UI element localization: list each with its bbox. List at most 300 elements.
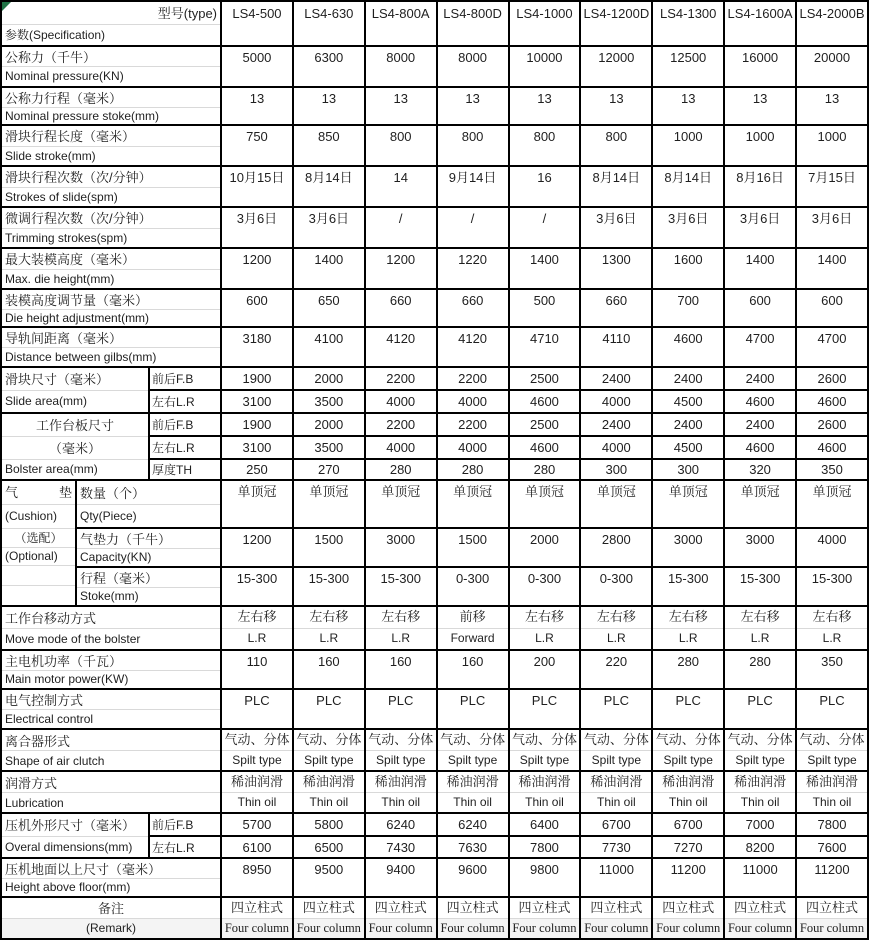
value-cell: 左右移 [365,606,437,628]
value-cell: 1900 [221,413,293,436]
model-header: LS4-630 [293,1,365,46]
value-cell: 10月15日 [221,166,293,207]
value-cell: 8月16日 [724,166,796,207]
value-cell: 9月14日 [437,166,509,207]
value-cell: 8月14日 [293,166,365,207]
value-cell: 2200 [365,413,437,436]
value-cell: Thin oil [509,793,581,814]
value-cell: Spilt type [365,751,437,772]
value-cell: Thin oil [293,793,365,814]
row-label-zh: 滑块行程长度（毫米） [1,125,221,146]
value-cell: 7800 [509,836,581,858]
value-cell: 1600 [652,248,724,289]
value-cell: 9600 [437,858,509,897]
value-cell: 左右移 [796,606,868,628]
value-cell: 4000 [365,436,437,459]
value-cell: 2400 [580,367,652,390]
value-cell: 600 [221,289,293,327]
value-cell: 单顶冠 [724,480,796,528]
value-cell: 单顶冠 [652,480,724,528]
value-cell: 4000 [365,390,437,413]
value-cell: 7600 [796,836,868,858]
value-cell: 1200 [221,528,293,567]
value-cell: 15-300 [796,567,868,607]
value-cell: 1400 [796,248,868,289]
value-cell: 2500 [509,367,581,390]
value-cell: 700 [652,289,724,327]
value-cell: 四立柱式 [724,897,796,919]
value-cell: Thin oil [580,793,652,814]
value-cell: 2500 [509,413,581,436]
value-cell: 14 [365,166,437,207]
value-cell: 3月6日 [796,207,868,248]
value-cell: 2200 [365,367,437,390]
excel-corner-marker-icon [2,2,11,11]
value-cell: 1200 [221,248,293,289]
group-label-en: Overal dimensions(mm) [1,836,149,858]
value-cell: Four column [293,918,365,939]
corner-type-label: 型号(type) [1,1,221,24]
row-label-en: Shape of air clutch [1,751,221,772]
sub-label: 前后F.B [149,367,221,390]
value-cell: 300 [580,459,652,480]
value-cell: 7270 [652,836,724,858]
value-cell: / [437,207,509,248]
value-cell: 9500 [293,858,365,897]
value-cell: Forward [437,628,509,650]
value-cell: 15-300 [365,567,437,607]
value-cell: 300 [652,459,724,480]
model-header: LS4-1200D [580,1,652,46]
value-cell: 气动、分体 [365,729,437,751]
value-cell: Thin oil [365,793,437,814]
value-cell: 850 [293,125,365,166]
value-cell: 气动、分体 [509,729,581,751]
sub-label: 前后F.B [149,813,221,836]
model-header: LS4-2000B [796,1,868,46]
value-cell: 7730 [580,836,652,858]
value-cell: 3000 [652,528,724,567]
value-cell: 8000 [437,46,509,87]
value-cell: 9400 [365,858,437,897]
group-label-line: （毫米） [1,436,149,459]
value-cell: 2400 [724,413,796,436]
value-cell: Four column [580,918,652,939]
value-cell: 1200 [365,248,437,289]
sub-label: 左右L.R [149,436,221,459]
value-cell: Four column [652,918,724,939]
value-cell: 220 [580,650,652,689]
value-cell: 13 [365,87,437,126]
value-cell: 单顶冠 [796,480,868,528]
value-cell: 6500 [293,836,365,858]
value-cell: 600 [724,289,796,327]
value-cell: 660 [365,289,437,327]
value-cell: 13 [724,87,796,126]
value-cell: 5000 [221,46,293,87]
value-cell: / [365,207,437,248]
value-cell: 单顶冠 [509,480,581,528]
value-cell: Spilt type [796,751,868,772]
value-cell: 15-300 [221,567,293,607]
value-cell: 800 [437,125,509,166]
sub-label: 前后F.B [149,413,221,436]
value-cell: L.R [221,628,293,650]
value-cell: 气动、分体 [437,729,509,751]
value-cell: Four column [437,918,509,939]
value-cell: 5800 [293,813,365,836]
value-cell: 3000 [365,528,437,567]
row-label-zh: 润滑方式 [1,771,221,793]
model-header: LS4-800A [365,1,437,46]
value-cell: 0-300 [580,567,652,607]
value-cell: 3500 [293,390,365,413]
value-cell: 气动、分体 [293,729,365,751]
value-cell: 单顶冠 [293,480,365,528]
value-cell: 4000 [437,436,509,459]
value-cell: PLC [724,689,796,730]
value-cell: 280 [652,650,724,689]
value-cell: 稀油润滑 [509,771,581,793]
value-cell: Four column [796,918,868,939]
value-cell: 2000 [293,413,365,436]
row-label-en: Qty(Piece) [76,504,221,528]
value-cell: 320 [724,459,796,480]
value-cell: PLC [796,689,868,730]
value-cell: 13 [652,87,724,126]
cushion-label-spacer [2,566,75,586]
value-cell: 6400 [509,813,581,836]
value-cell: 13 [221,87,293,126]
value-cell: 4700 [796,327,868,368]
row-label-en: Nominal pressure stoke(mm) [1,107,221,125]
group-label-line: Bolster area(mm) [1,459,149,480]
value-cell: 11200 [796,858,868,897]
row-label-en: Move mode of the bolster [1,628,221,650]
value-cell: 3月6日 [580,207,652,248]
value-cell: 4600 [796,436,868,459]
row-label-zh: 微调行程次数（次/分钟） [1,207,221,228]
value-cell: 单顶冠 [221,480,293,528]
value-cell: 左右移 [509,606,581,628]
value-cell: 600 [796,289,868,327]
value-cell: 4500 [652,436,724,459]
value-cell: 左右移 [580,606,652,628]
value-cell: 8000 [365,46,437,87]
value-cell: 160 [293,650,365,689]
value-cell: 1500 [437,528,509,567]
value-cell: 15-300 [652,567,724,607]
value-cell: 3100 [221,436,293,459]
value-cell: 四立柱式 [293,897,365,919]
value-cell: 650 [293,289,365,327]
value-cell: 1400 [293,248,365,289]
corner-spec-label: 参数(Specification) [1,24,221,46]
value-cell: 9800 [509,858,581,897]
value-cell: 左右移 [221,606,293,628]
value-cell: 气动、分体 [580,729,652,751]
row-label-en: Capacity(KN) [76,549,221,567]
value-cell: 660 [580,289,652,327]
value-cell: 左右移 [724,606,796,628]
value-cell: 稀油润滑 [293,771,365,793]
value-cell: 气动、分体 [652,729,724,751]
row-label-zh: 气垫力（千牛） [76,528,221,549]
value-cell: 6240 [365,813,437,836]
value-cell: 12500 [652,46,724,87]
row-label-zh: 导轨间距离（毫米） [1,327,221,348]
value-cell: 800 [580,125,652,166]
row-label-zh: 离合器形式 [1,729,221,751]
value-cell: PLC [580,689,652,730]
row-label-en: Max. die height(mm) [1,269,221,289]
value-cell: 3月6日 [221,207,293,248]
value-cell: Spilt type [221,751,293,772]
value-cell: 160 [437,650,509,689]
value-cell: 6700 [652,813,724,836]
value-cell: 稀油润滑 [724,771,796,793]
value-cell: 8月14日 [580,166,652,207]
value-cell: PLC [221,689,293,730]
value-cell: 16 [509,166,581,207]
value-cell: 13 [580,87,652,126]
sub-label: 厚度TH [149,459,221,480]
value-cell: 4600 [724,436,796,459]
value-cell: 7月15日 [796,166,868,207]
value-cell: 4600 [724,390,796,413]
value-cell: Spilt type [652,751,724,772]
value-cell: 稀油润滑 [437,771,509,793]
value-cell: 110 [221,650,293,689]
model-header: LS4-500 [221,1,293,46]
group-label-zh: 压机外形尺寸（毫米） [1,813,149,836]
value-cell: Four column [365,918,437,939]
value-cell: 6300 [293,46,365,87]
row-label-en: Trimming strokes(spm) [1,228,221,248]
value-cell: Thin oil [796,793,868,814]
group-label-en: Slide area(mm) [1,390,149,413]
row-label-zh: 装模高度调节量（毫米） [1,289,221,310]
value-cell: 15-300 [293,567,365,607]
value-cell: 3月6日 [724,207,796,248]
value-cell: 7000 [724,813,796,836]
value-cell: 2000 [293,367,365,390]
cushion-group-lines [2,481,75,586]
value-cell: 6100 [221,836,293,858]
model-header: LS4-1000 [509,1,581,46]
value-cell: 2200 [437,413,509,436]
group-label-line: 工作台板尺寸 [1,413,149,436]
value-cell: 8月14日 [652,166,724,207]
row-label-zh: 备注 [1,897,221,919]
value-cell: 11000 [580,858,652,897]
value-cell: 4120 [437,327,509,368]
value-cell: Four column [724,918,796,939]
value-cell: 13 [509,87,581,126]
row-label-en: (Remark) [1,918,221,939]
row-label-en: Electrical control [1,709,221,729]
value-cell: 13 [293,87,365,126]
sub-label: 左右L.R [149,836,221,858]
value-cell: 稀油润滑 [796,771,868,793]
row-label-zh: 电气控制方式 [1,689,221,710]
value-cell: 4600 [652,327,724,368]
value-cell: 1220 [437,248,509,289]
group-label-zh: 滑块尺寸（毫米） [1,367,149,390]
value-cell: 13 [796,87,868,126]
value-cell: 4000 [796,528,868,567]
value-cell: 前移 [437,606,509,628]
value-cell: 2400 [652,367,724,390]
value-cell: 4600 [509,436,581,459]
value-cell: 2400 [580,413,652,436]
value-cell: 280 [724,650,796,689]
value-cell: 4700 [724,327,796,368]
value-cell: 11200 [652,858,724,897]
value-cell: 左右移 [652,606,724,628]
cushion-group-label [1,480,76,606]
value-cell: 四立柱式 [509,897,581,919]
value-cell: 3100 [221,390,293,413]
cushion-label-char: 垫 [58,485,72,500]
value-cell: 5700 [221,813,293,836]
value-cell: 16000 [724,46,796,87]
value-cell: / [509,207,581,248]
value-cell: 800 [509,125,581,166]
value-cell: 800 [365,125,437,166]
value-cell: Thin oil [221,793,293,814]
value-cell: 0-300 [437,567,509,607]
value-cell: 1000 [796,125,868,166]
value-cell: 4100 [293,327,365,368]
row-label-zh: 主电机功率（千瓦） [1,650,221,671]
row-label-en: Stoke(mm) [76,587,221,606]
value-cell: 2400 [652,413,724,436]
value-cell: 4120 [365,327,437,368]
value-cell: PLC [365,689,437,730]
value-cell: 4600 [796,390,868,413]
value-cell: PLC [652,689,724,730]
value-cell: 稀油润滑 [365,771,437,793]
value-cell: 250 [221,459,293,480]
value-cell: 2600 [796,413,868,436]
value-cell: 6700 [580,813,652,836]
value-cell: 4110 [580,327,652,368]
value-cell: Thin oil [437,793,509,814]
value-cell: 稀油润滑 [221,771,293,793]
value-cell: 4000 [437,390,509,413]
value-cell: 3500 [293,436,365,459]
value-cell: Four column [221,918,293,939]
row-label-zh: 数量（个） [76,480,221,504]
value-cell: L.R [509,628,581,650]
value-cell: 200 [509,650,581,689]
value-cell: 稀油润滑 [580,771,652,793]
row-label-zh: 最大装模高度（毫米） [1,248,221,269]
value-cell: 1900 [221,367,293,390]
value-cell: 4000 [580,390,652,413]
value-cell: 四立柱式 [437,897,509,919]
value-cell: 气动、分体 [724,729,796,751]
value-cell: 350 [796,459,868,480]
value-cell: 20000 [796,46,868,87]
value-cell: 280 [437,459,509,480]
value-cell: 8950 [221,858,293,897]
value-cell: 1500 [293,528,365,567]
cushion-label-line: (Optional) [2,548,75,566]
value-cell: 单顶冠 [365,480,437,528]
value-cell: 10000 [509,46,581,87]
value-cell: Spilt type [437,751,509,772]
value-cell: 稀油润滑 [652,771,724,793]
model-header: LS4-800D [437,1,509,46]
value-cell: 7630 [437,836,509,858]
value-cell: 660 [437,289,509,327]
row-label-en: Slide stroke(mm) [1,146,221,166]
value-cell: 四立柱式 [221,897,293,919]
cushion-label-line: (Cushion) [2,505,75,529]
value-cell: Thin oil [724,793,796,814]
value-cell: 3180 [221,327,293,368]
value-cell: Spilt type [293,751,365,772]
sub-label: 左右L.R [149,390,221,413]
cushion-label-char: 气 [5,485,19,500]
value-cell: 750 [221,125,293,166]
value-cell: 单顶冠 [437,480,509,528]
value-cell: L.R [580,628,652,650]
value-cell: 11000 [724,858,796,897]
row-label-en: Distance between gilbs(mm) [1,347,221,367]
spec-table-body [1,1,868,939]
row-label-zh: 行程（毫米） [76,567,221,588]
value-cell: 270 [293,459,365,480]
value-cell: 500 [509,289,581,327]
value-cell: 3月6日 [652,207,724,248]
value-cell: 四立柱式 [580,897,652,919]
cushion-label-line: （选配） [2,529,75,548]
value-cell: 2200 [437,367,509,390]
value-cell: Spilt type [509,751,581,772]
value-cell: 0-300 [509,567,581,607]
value-cell: 四立柱式 [652,897,724,919]
value-cell: 350 [796,650,868,689]
row-label-en: Main motor power(KW) [1,671,221,689]
value-cell: 15-300 [724,567,796,607]
value-cell: 2600 [796,367,868,390]
value-cell: 160 [365,650,437,689]
value-cell: 280 [509,459,581,480]
value-cell: 2400 [724,367,796,390]
row-label-en: Nominal pressure(KN) [1,67,221,87]
value-cell: 1400 [509,248,581,289]
row-label-zh: 滑块行程次数（次/分钟） [1,166,221,187]
row-label-zh: 工作台移动方式 [1,606,221,628]
value-cell: Spilt type [724,751,796,772]
value-cell: 8200 [724,836,796,858]
value-cell: 6240 [437,813,509,836]
value-cell: PLC [293,689,365,730]
value-cell: 单顶冠 [580,480,652,528]
value-cell: 1000 [724,125,796,166]
value-cell: 四立柱式 [365,897,437,919]
value-cell: Thin oil [652,793,724,814]
value-cell: 3000 [724,528,796,567]
value-cell: 4600 [509,390,581,413]
value-cell: 7800 [796,813,868,836]
row-label-zh: 公称力（千牛） [1,46,221,67]
value-cell: 4710 [509,327,581,368]
value-cell: 280 [365,459,437,480]
